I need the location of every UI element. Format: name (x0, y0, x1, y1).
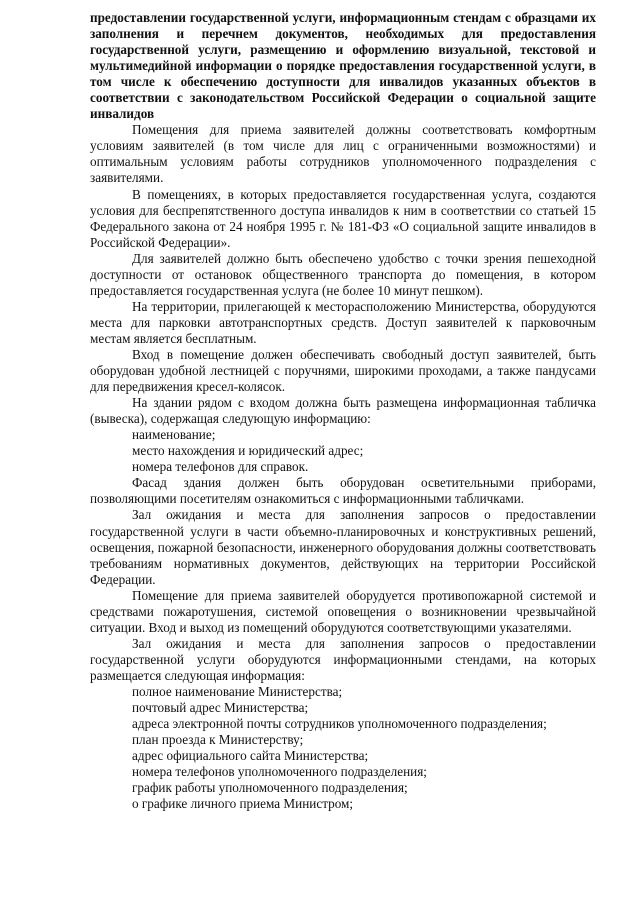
paragraph-accessibility: В помещениях, в которых предоставляется государственная услуга, создаются условия для беспрепятственного доступа инвалидов к ним в соответствии со статьей 15 Федерального закона от 24 ноября 1995 г. № 181-ФЗ «О социальной защите инвалидов в Российской Федерации». (90, 186, 596, 250)
paragraph-signboard: На здании рядом с входом должна быть размещена информационная табличка (вывеска), содержащая следующую информацию: (90, 395, 596, 427)
section-heading: предоставлении государственной услуги, информационным стендам с образцами их заполнения и перечнем документов, необходимых для предоставления государственной услуги, размещению и оформлению визуальной, текстовой и мультимедийной информации о порядке предоставления государственной услуги, в том числе к обеспечению доступности для инвалидов указанных объектов в соответствии с законодательством Российской Федерации о социальной защите инвалидов (90, 10, 596, 122)
list-item: адреса электронной почты сотрудников уполномоченного подразделения; (132, 716, 547, 732)
list-item: адрес официального сайта Министерства; (132, 748, 369, 764)
paragraph-parking: На территории, прилегающей к месторасположению Министерства, оборудуются места для парковки автотранспортных средств. Доступ заявителей к парковочным местам является бесплатным. (90, 298, 596, 346)
paragraph-waiting-hall: Зал ожидания и места для заполнения запросов о предоставлении государственной услуги в части объемно-планировочных и конструктивных решений, освещения, пожарной безопасности, инженерного оборудования должны соответствовать требованиям нормативных документов, действующих на территории Российской Федерации. (90, 507, 596, 587)
list-item: наименование; (132, 427, 216, 443)
list-item: график работы уполномоченного подразделения; (132, 780, 408, 796)
list-item: номера телефонов уполномоченного подразделения; (132, 764, 427, 780)
list-item: почтовый адрес Министерства; (132, 700, 309, 716)
list-item: место нахождения и юридический адрес; (132, 443, 364, 459)
list-item: о графике личного приема Министром; (132, 796, 354, 812)
paragraph-premises-comfort: Помещения для приема заявителей должны соответствовать комфортным условиям заявителей (в том числе для лиц с ограниченными возможностями) и оптимальным условиям работы сотрудников уполномоченного подразделения с заявителями. (90, 122, 596, 186)
paragraph-info-stands: Зал ожидания и места для заполнения запросов о предоставлении государственной услуги оборудуются информационными стендами, на которых размещается следующая информация: (90, 635, 596, 683)
document-page (90, 10, 596, 812)
paragraph-fire-safety: Помещение для приема заявителей оборудуется противопожарной системой и средствами пожаротушения, системой оповещения о возникновении чрезвычайной ситуации. Вход и выход из помещений оборудуются соответствующими указателями. (90, 587, 596, 635)
paragraph-facade-lighting: Фасад здания должен быть оборудован осветительными приборами, позволяющими посетителям ознакомиться с информационными табличками. (90, 475, 596, 507)
list-item: план проезда к Министерству; (132, 732, 304, 748)
info-stand-list (90, 684, 596, 812)
paragraph-entrance: Вход в помещение должен обеспечивать свободный доступ заявителей, быть оборудован удобной лестницей с поручнями, широкими проходами, а также пандусами для передвижения кресел-колясок. (90, 346, 596, 395)
list-item: номера телефонов для справок. (132, 459, 309, 475)
list-item: полное наименование Министерства; (132, 683, 343, 699)
paragraph-pedestrian-access: Для заявителей должно быть обеспечено удобство с точки зрения пешеходной доступности от остановок общественного транспорта до помещения, в котором предоставляется государственная услуга (не более 10 минут пешком). (90, 250, 596, 298)
signboard-info-list (90, 427, 596, 475)
